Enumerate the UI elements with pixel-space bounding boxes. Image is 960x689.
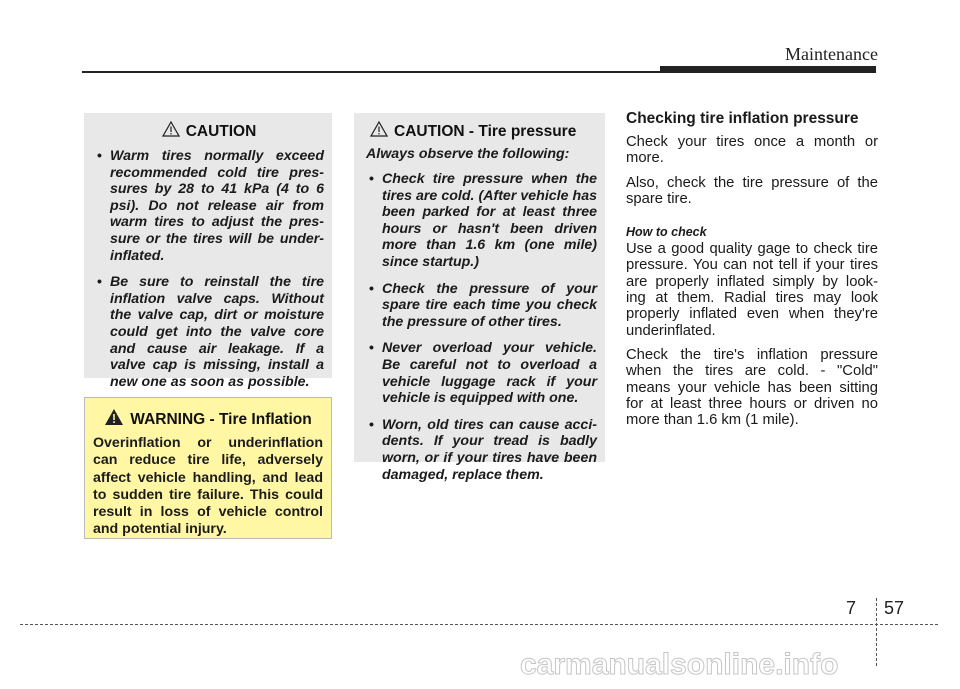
caution-item: • Be sure to reinstall the tire inflation valve caps. Without the valve cap, dirt or moisture could get into the valve core and cause air leakage. If a valve cap is missing, install a new one as soon as possible. bbox=[94, 274, 324, 390]
caution-box-header bbox=[94, 121, 324, 142]
chapter-number: 7 bbox=[846, 598, 857, 618]
caution-item: • Never overload your vehicle. Be careful not to overload a vehicle luggage rack if your vehicle is equipped with one. bbox=[366, 340, 597, 406]
caution-title: CAUTION bbox=[185, 122, 257, 140]
page-number: 57 bbox=[884, 598, 905, 618]
header-rule-thick bbox=[660, 66, 876, 73]
caution-box bbox=[84, 113, 332, 390]
caution-item: • Warm tires normally exceed recommended cold tire pres-sures by 28 to 41 kPa (4 to 6 psi). Do not release air from warm tires to adjust the pres-sure or the tires will be under-inflated. bbox=[94, 148, 324, 264]
warning-body: Overinflation or underinflation can reduce tire life, adversely affect vehicle handling, and lead to sudden tire failure. This could result in loss of vehicle control and potential injury. bbox=[93, 435, 323, 538]
header-rule-thin bbox=[82, 71, 660, 73]
caution-tire-pressure-box bbox=[354, 113, 605, 483]
caution-item: • Check the pressure of your spare tire each time you check the pressure of other tires. bbox=[366, 281, 597, 331]
content-paragraph: Also, check the tire pressure of the spare tire. bbox=[626, 174, 878, 207]
caution-item: • Check tire pressure when the tires are cold. (After vehicle has been parked for at least three hours or hasn't been driven more than 1.6 km (one mile) since startup.) bbox=[366, 171, 597, 271]
warning-triangle-outline-icon bbox=[370, 121, 388, 142]
content-paragraph: Use a good quality gage to check tire pressure. You can not tell if your tires are properly inflated simply by look-ing at them. Radial tires may look properly inflated even when they're underinflated. bbox=[626, 241, 878, 339]
warning-box bbox=[84, 397, 332, 539]
warning-title: WARNING - Tire Inflation bbox=[130, 410, 312, 428]
warning-triangle-outline-icon bbox=[162, 121, 180, 142]
caution-item: • Worn, old tires can cause acci-dents. If your tread is badly worn, or if your tires have been damaged, replace them. bbox=[366, 417, 597, 483]
content-subheading: How to check bbox=[626, 225, 707, 240]
warning-triangle-filled-icon bbox=[104, 408, 124, 431]
main-content bbox=[626, 110, 878, 436]
caution-list bbox=[94, 148, 324, 390]
caution-tire-pressure-title: CAUTION - Tire pressure bbox=[394, 122, 577, 140]
caution-tire-pressure-header bbox=[366, 121, 597, 142]
caution-tire-pressure-list bbox=[366, 171, 597, 483]
caution-intro: Always observe the following: bbox=[366, 146, 570, 162]
footer-dashed-rule bbox=[20, 624, 938, 625]
content-heading: Checking tire inflation pressure bbox=[626, 110, 859, 127]
watermark: carmanualsonline.info bbox=[520, 648, 839, 681]
section-title: Maintenance bbox=[785, 44, 878, 64]
warning-box-header bbox=[93, 408, 323, 431]
content-paragraph: Check the tire's inflation pressure when the tires are cold. - "Cold" means your vehicle has been sitting for at least three hours or driven no more than 1.6 km (1 mile). bbox=[626, 346, 878, 429]
content-paragraph: Check your tires once a month or more. bbox=[626, 134, 878, 167]
